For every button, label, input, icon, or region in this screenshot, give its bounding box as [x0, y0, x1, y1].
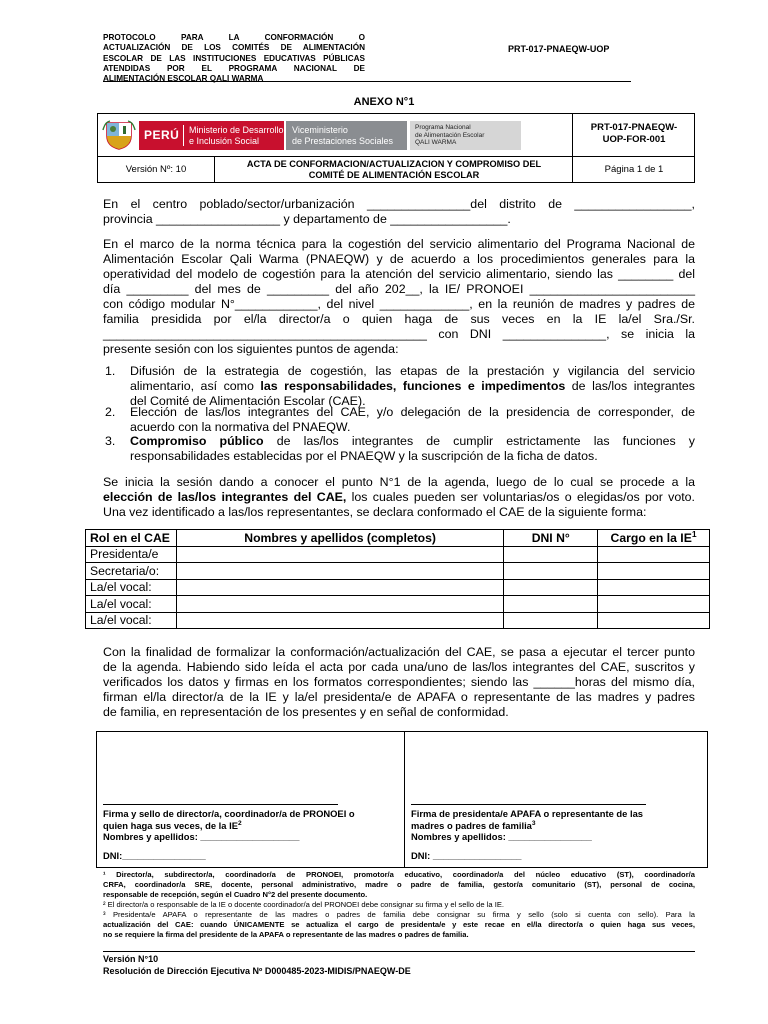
form-code-line: PRT-017-PNAEQW- [590, 122, 678, 133]
names-field[interactable] [176, 579, 503, 596]
protocol-line: ESCOLAR DE LAS INSTITUCIONES EDUCATIVAS PÚBLICAS [103, 53, 365, 63]
peru-brand-block [139, 121, 284, 150]
formalization-paragraph [103, 645, 695, 720]
signature-line [103, 804, 338, 805]
dni-field[interactable] [504, 546, 598, 563]
signature-caption [411, 820, 703, 832]
anexo-title: ANEXO N°1 [353, 96, 415, 108]
text-line [130, 379, 695, 394]
text-line [130, 434, 695, 449]
names-line: Nombres y apellidos: ________________ [411, 831, 592, 842]
location-paragraph [103, 197, 695, 227]
dni-line: DNI:________________ [103, 849, 206, 861]
cae-members-table [85, 529, 710, 629]
text-line: Difusión de la estrategia de cogestión, las etapas de la prestación y vigilancia del servicio [130, 364, 695, 378]
text-line: día _________ del mes de _________ del año 202__, la IE/ PRONOEI ________________________ [103, 282, 695, 296]
header-code: PRT-017-PNAEQW-UOP [508, 44, 610, 54]
agenda-number: 2. [105, 405, 116, 419]
director-signature-block[interactable] [103, 804, 398, 861]
table-row [86, 596, 710, 613]
text-line: provincia __________________ y departamento de _________________. [103, 212, 511, 226]
form-header-table [97, 113, 695, 183]
dni-field[interactable] [504, 596, 598, 613]
election-paragraph [103, 475, 695, 520]
role-cell: La/el vocal: [86, 596, 177, 613]
text-line: de familia, en representación de los presentes y en señal de conformidad. [103, 705, 509, 719]
text-line: acuerdo con la normativa del PNAEQW. [130, 420, 351, 434]
text-line: presente sesión con los siguientes puntos de agenda: [103, 342, 399, 356]
program-line: QALI WARMA [415, 139, 457, 147]
bold-run: las responsabilidades, funciones e impedimentos [260, 379, 566, 393]
protocol-line: ATENDIDAS POR EL PROGRAMA NACIONAL DE [103, 63, 365, 73]
protocol-line: ALIMENTACIÓN ESCOLAR QALI WARMA [103, 74, 264, 84]
version-cell: Versión Nº: 10 [125, 164, 187, 175]
institution-logos [101, 117, 571, 154]
position-field[interactable] [598, 596, 710, 613]
role-cell: La/el vocal: [86, 612, 177, 629]
bold-run: Compromiso público [130, 434, 264, 448]
protocol-line: PROTOCOLO PARA LA CONFORMACIÓN O [103, 33, 365, 42]
text-line: operatividad del modelo de cogestión para la atención del servicio alimentario, siendo las ________ del [103, 267, 695, 281]
caption-text: madres o padres de familia [411, 819, 532, 831]
ministry-name [189, 125, 284, 147]
position-field[interactable] [598, 612, 710, 629]
text-run: los cuales pueden ser voluntarias/os o elegidas/os por voto. [346, 490, 696, 504]
text-line: En el marco de la norma técnica para la cogestión del servicio alimentario del Programa Nacional de [103, 237, 695, 251]
program-line: Programa Nacional [415, 124, 471, 131]
program-line: de Alimentación Escolar [415, 131, 485, 139]
text-run: de las/los integrantes [565, 379, 696, 393]
context-paragraph [103, 237, 695, 357]
ministry-line: e Inclusión Social [189, 136, 260, 146]
text-line: Elección de las/los integrantes del CAE, y/o delegación de la presidencia de corresponder, de [130, 405, 695, 419]
signature-divider [404, 732, 405, 867]
names-field[interactable] [176, 612, 503, 629]
text-line: Se inicia la sesión dando a conocer el punto N°1 de la agenda, luego de lo cual se procede a la [103, 475, 695, 489]
agenda-item-2 [105, 405, 695, 435]
text-line: firman el/la director/a de la IE y la/el presidenta/e de APAFA o representante de las madres y padres [103, 690, 695, 704]
text-line: En el centro poblado/sector/urbanización _______________del distrito de _________________, [103, 197, 695, 211]
footnote-line: no se requiere la firma del presidente de la APAFA o representante de las madres o padres de familia. [103, 930, 469, 939]
text-line: verificados los datos y firmas en los formatos correspondientes; siendo las ______horas del mismo día, [103, 675, 695, 689]
text-line: de la agenda. Habiendo sido leída el acta por cada una/uno de las/los integrantes del CAE, suscritos y [103, 660, 695, 674]
agenda-number: 1. [105, 364, 116, 378]
agenda-item-3 [105, 434, 695, 464]
footer [103, 954, 411, 977]
footnotes [103, 870, 695, 940]
text-line: _______________________________________________ con DNI _______________, se inicia la [103, 327, 695, 341]
role-cell: La/el vocal: [86, 579, 177, 596]
vice-ministry-block [286, 121, 407, 150]
header-divider [103, 81, 631, 82]
footnote-line: ³ Presidenta/e APAFA o representante de las madres o padres de familia debe consignar su firma y sello (solo si cuenta con sello). Para la [103, 910, 695, 919]
col-header-dni: DNI N° [504, 530, 598, 547]
footnote-ref: 3 [531, 819, 536, 827]
form-code [574, 122, 694, 146]
names-field[interactable] [176, 563, 503, 580]
peru-coat-of-arms-icon [102, 120, 136, 150]
footnote-line: CRFA, coordinador/a SRE, docente, personal administrativo, madre o padre de familia, gestor/a comunitario (ST), personal de cocina, [103, 880, 695, 889]
footnote-ref: 1 [691, 528, 697, 539]
footnote-line: responsable de recepción, según el Cuadro N°2 del presente documento. [103, 890, 368, 899]
text-run: de las/los integrantes de cumplir estrictamente las funciones y [263, 434, 695, 448]
table-header-row [86, 530, 710, 547]
dni-field[interactable] [504, 612, 598, 629]
brand-separator [183, 125, 184, 146]
names-line: Nombres y apellidos: ___________________ [103, 831, 300, 842]
footnote-line: ² El director/a o responsable de la IE o docente coordinador/a del PRONOEI debe consignar su firma y el sello de la IE. [103, 900, 504, 909]
table-row [86, 563, 710, 580]
apafa-signature-block[interactable] [411, 804, 703, 861]
footnote-ref: 2 [237, 819, 242, 827]
acta-title-line: COMITÉ DE ALIMENTACIÓN ESCOLAR [308, 170, 480, 180]
dni-field[interactable] [504, 579, 598, 596]
footnote-line: ¹ Director/a, subdirector/a, coordinador/a de PRONOEI, promotor/a educativo, coordinador/a del núcleo educativo (ST), coordinador/a [103, 870, 695, 879]
table-row [86, 612, 710, 629]
col-header-role: Rol en el CAE [86, 530, 177, 547]
text-line: familia presidida por el/la director/a o quien haga de sus veces en la IE la/el Sra./Sr. [103, 312, 695, 326]
text-line: Una vez identificado a las/los representantes, se declara conformado el CAE de la siguiente forma: [103, 505, 647, 519]
text-line: con código modular N°____________, del nivel _____________, en la reunión de madres y padres de [103, 297, 695, 311]
text-line: responsabilidades establecidas por el PNAEQW y la suscripción de la ficha de datos. [130, 449, 598, 463]
text-run: alimentario, así como [130, 379, 261, 393]
signature-caption: Firma de presidenta/e APAFA o representante de las [411, 808, 644, 819]
role-cell: Presidenta/e [86, 546, 177, 563]
page-indicator: Página 1 de 1 [604, 164, 664, 175]
signature-caption [103, 820, 398, 832]
text-line: del Comité de Alimentación Escolar (CAE). [130, 394, 366, 408]
text-line [103, 490, 695, 505]
position-field[interactable] [598, 579, 710, 596]
table-divider [214, 156, 215, 182]
table-divider [572, 114, 573, 182]
bold-run: elección de las/los integrantes del CAE, [103, 490, 347, 504]
table-row [86, 579, 710, 596]
dni-field[interactable] [504, 563, 598, 580]
vice-line: Viceministerio [292, 125, 348, 135]
footnote-line: actualización del CAE: cuando ÚNICAMENTE se actualiza el cargo de presidenta/e y este recae en el/la director/a o quien haga sus veces, [103, 920, 695, 929]
text-line: Alimentación Escolar Qali Warma (PNAEQW) y de acuerdo a los procedimientos generales para la [103, 252, 695, 266]
position-field[interactable] [598, 546, 710, 563]
protocol-line: ACTUALIZACIÓN DE LOS COMITÉS DE ALIMENTACIÓN [103, 43, 365, 53]
dni-line: DNI: _________________ [411, 849, 522, 861]
header-text: Cargo en la IE [610, 530, 692, 545]
caption-text: quien haga sus veces, de la IE [103, 819, 238, 831]
position-field[interactable] [598, 563, 710, 580]
acta-title-line: ACTA DE CONFORMACION/ACTUALIZACION Y COMPROMISO DEL [246, 159, 542, 169]
signature-caption: Firma y sello de director/a, coordinador/a de PRONOEI o [103, 808, 355, 819]
form-code-line: UOP-FOR-001 [602, 134, 666, 145]
col-header-names: Nombres y apellidos (completos) [176, 530, 503, 547]
agenda-number: 3. [105, 434, 116, 448]
signature-box [96, 731, 708, 868]
protocol-header [103, 33, 365, 84]
ministry-line: Ministerio de Desarrollo [189, 125, 284, 135]
table-divider [98, 156, 694, 157]
vice-line: de Prestaciones Sociales [292, 136, 394, 146]
role-cell: Secretaria/o: [86, 563, 177, 580]
peru-wordmark: PERÚ [144, 128, 180, 142]
names-field[interactable] [176, 596, 503, 613]
agenda-item-1 [105, 364, 695, 409]
text-line: Con la finalidad de formalizar la conformación/actualización del CAE, se pasa a ejecutar el tercer punto [103, 645, 695, 659]
footer-resolution: Resolución de Dirección Ejecutiva Nº D000485-2023-MIDIS/PNAEQW-DE [103, 965, 411, 976]
names-field[interactable] [176, 546, 503, 563]
col-header-position [598, 530, 710, 547]
acta-title [216, 159, 572, 181]
signature-line [411, 804, 646, 805]
program-block [410, 121, 521, 150]
footer-version: Versión N°10 [103, 954, 159, 964]
table-row [86, 546, 710, 563]
footer-divider [103, 951, 695, 952]
